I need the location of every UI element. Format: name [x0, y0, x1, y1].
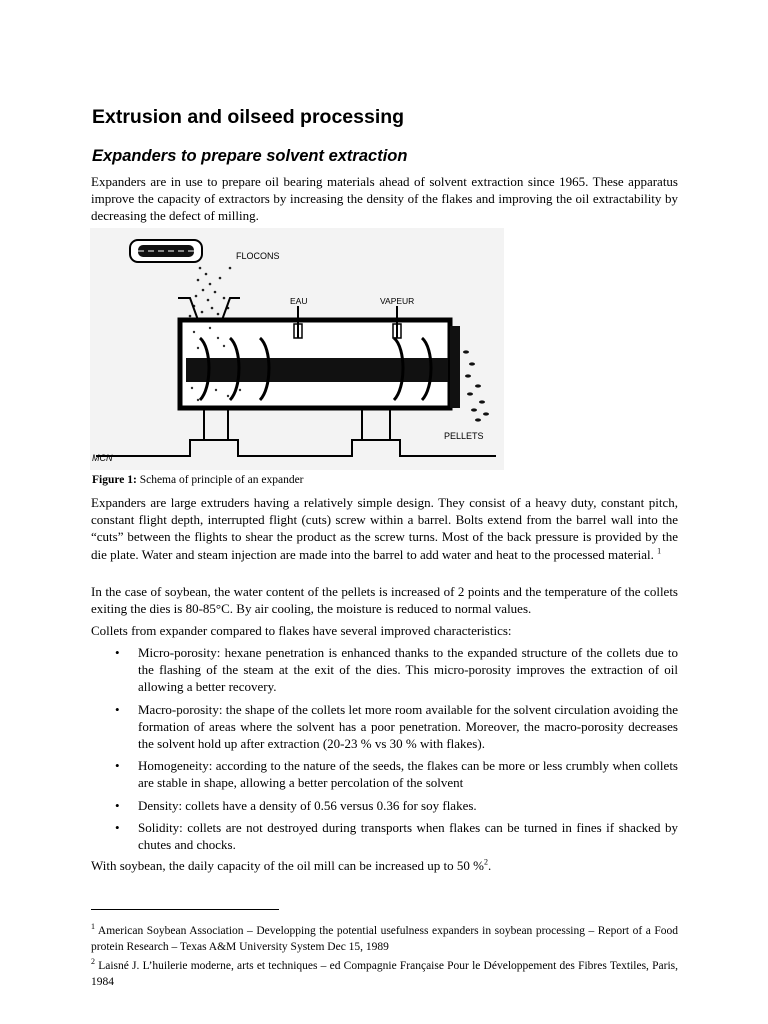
- bullet-marker: •: [115, 819, 120, 835]
- footnote-ref-2: 2: [483, 857, 488, 867]
- list-item-text: Micro-porosity: hexane penetration is enhanced thanks to the expanded structure of the collets due to the flashing of the steam at the exit of the dies. This micro-porosity improves the extraction of oil allowing a better recovery.: [138, 645, 678, 695]
- capacity-text: With soybean, the daily capacity of the oil mill can be increased up to 50 %: [91, 858, 484, 873]
- footnote-number: 2: [91, 957, 95, 967]
- label-vapeur: VAPEUR: [380, 296, 415, 306]
- label-flocons: FLOCONS: [236, 251, 280, 261]
- list-item: [91, 819, 678, 853]
- characteristics-list: [91, 644, 678, 858]
- bullet-marker: •: [115, 645, 120, 660]
- figure-caption-text: Schema of principle of an expander: [139, 474, 304, 486]
- figure-caption: [92, 474, 304, 486]
- bullet-marker: •: [115, 797, 120, 813]
- list-item-text: Solidity: collets are not destroyed during transports when flakes can be turned in fines if shacked by chutes and chocks.: [138, 819, 678, 853]
- intro-paragraph: Expanders are in use to prepare oil bearing materials ahead of solvent extraction since 1965. These apparatus improve the capacity of extractors by increasing the density of the flakes and improving the oil extractability by decreasing the defect of milling.: [91, 174, 678, 224]
- capacity-period: .: [487, 858, 492, 873]
- soybean-paragraph: In the case of soybean, the water content of the pellets is increased of 2 points and the temperature of the collets exiting the dies is 80-85°C. By air cooling, the moisture is reduced to normal values.: [91, 584, 678, 617]
- label-mcn: MCN: [92, 453, 113, 463]
- list-item-text: Density: collets have a density of 0.56 versus 0.36 for soy flakes.: [138, 797, 477, 813]
- list-item: [91, 757, 678, 791]
- figure-caption-label: Figure 1:: [92, 474, 137, 486]
- collets-intro-paragraph: Collets from expander compared to flakes have several improved characteristics:: [91, 623, 512, 638]
- list-item: [91, 701, 678, 753]
- design-paragraph-text: Expanders are large extruders having a relatively simple design. They consist of a heavy duty, constant pitch, constant flight depth, interrupted flight (cuts) screw within a barrel. Bolts extend from the barrel wall into the “cuts” between the flights to shear the product as the screw turns. Most of the back pressure is provided by the die plate. Water and steam injection are made into the barrel to add water and heat to the processed material.: [91, 495, 678, 562]
- footnote-ref-1: 1: [657, 546, 662, 556]
- capacity-paragraph: [91, 857, 678, 874]
- expander-figure: [90, 228, 504, 470]
- footnote-number: 1: [91, 922, 95, 932]
- page-title: Extrusion and oilseed processing: [92, 106, 405, 128]
- expander-diagram: [90, 228, 504, 470]
- list-item: [91, 644, 678, 696]
- label-pellets: PELLETS: [444, 431, 484, 441]
- footnote-text: American Soybean Association – Developping the potential usefulness expanders in soybean processing – Report of a Food protein Research – Texas A&M University System Dec 15, 1989: [91, 925, 678, 953]
- die-plate: [450, 326, 460, 408]
- bullet-marker: •: [115, 701, 120, 717]
- list-item-text: Homogeneity: according to the nature of the seeds, the flakes can be more or less crumbly when collets are stable in shape, allowing a better percolation of the solvent: [138, 758, 678, 791]
- design-paragraph: [91, 494, 678, 563]
- footnote-divider: [91, 909, 279, 910]
- bullet-marker: •: [115, 758, 120, 774]
- list-item-text: Macro-porosity: the shape of the collets let more room available for the solvent circulation avoiding the formation of areas where the solvent has a poor penetration. Moreover, the macro-porosity decreases the solvent hold up after extraction (20-23 % vs 30 % with flakes).: [138, 701, 678, 752]
- footnote-2: [91, 959, 678, 990]
- footnote-text: Laisné J. L’huilerie moderne, arts et techniques – ed Compagnie Française Pour le Développement des Fibres Textiles, Paris, 1984: [91, 960, 679, 988]
- section-subtitle: Expanders to prepare solvent extraction: [92, 147, 408, 165]
- screw-shaft: [186, 358, 448, 382]
- label-eau: EAU: [290, 296, 308, 306]
- list-item: [91, 797, 678, 814]
- footnote-1: [91, 924, 678, 955]
